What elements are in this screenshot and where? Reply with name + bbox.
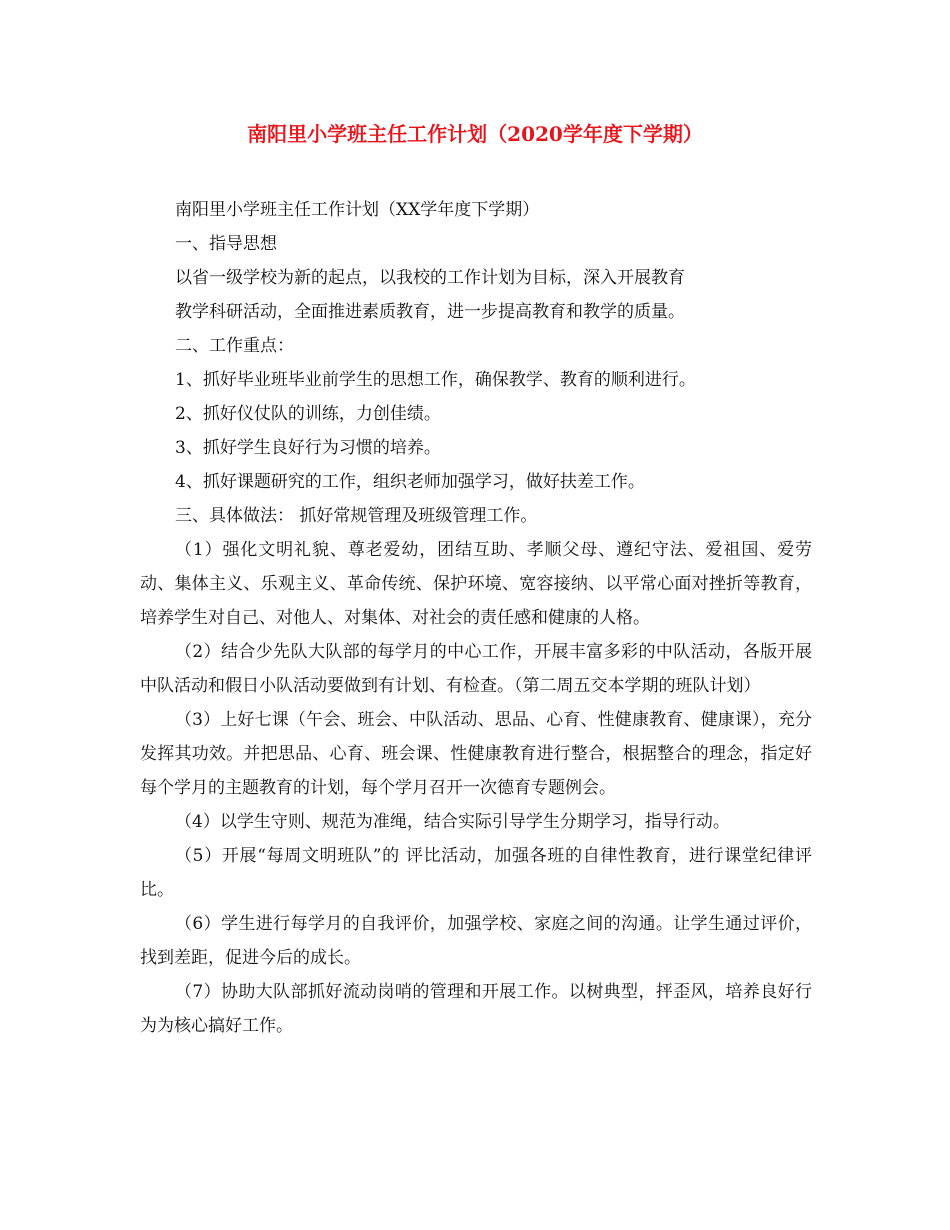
text-line: 教学科研活动，全面推进素质教育，进一步提高教育和教学的质量。 <box>175 302 685 322</box>
list-item: 1、抓好毕业班毕业前学生的思想工作，确保教学、教育的顺利进行。 <box>175 370 696 390</box>
paragraph: （7）协助大队部抓好流动岗哨的管理和开展工作。以树典型，抨歪风，培养良好行为为核心搞好工作。 <box>140 982 812 1036</box>
paragraph: （1）强化文明礼貌、尊老爱幼，团结互助、孝顺父母、遵纪守法、爱祖国、爱劳动、集体主义、乐观主义、革命传统、保护环境、宽容接纳、以平常心面对挫折等教育，培养学生对自己、对他人、对集体、对社会的责任感和健康的人格。 <box>140 540 812 628</box>
section-heading: 二、工作重点： <box>175 336 294 356</box>
paragraph: （4）以学生守则、规范为准绳，结合实际引导学生分期学习，指导行动。 <box>175 812 730 832</box>
text-line: 以省一级学校为新的起点，以我校的工作计划为目标，深入开展教育 <box>175 268 685 288</box>
list-item: 2、抓好仪仗队的训练，力创佳绩。 <box>175 404 441 424</box>
paragraph: （6）学生进行每学月的自我评价，加强学校、家庭之间的沟通。让学生通过评价，找到差距，促进今后的成长。 <box>140 914 812 968</box>
document-title: 南阳里小学班主任工作计划（2020学年度下学期） <box>247 122 703 146</box>
list-item: 3、抓好学生良好行为习惯的培养。 <box>175 438 441 458</box>
section-heading: 三、具体做法： 抓好常规管理及班级管理工作。 <box>175 506 538 526</box>
subtitle-line: 南阳里小学班主任工作计划（XX学年度下学期） <box>175 200 540 220</box>
document-body <box>140 193 812 1043</box>
paragraph: （2）结合少先队大队部的每学月的中心工作，开展丰富多彩的中队活动，各版开展中队活动和假日小队活动要做到有计划、有检查。（第二周五交本学期的班队计划） <box>140 642 812 696</box>
paragraph: （3）上好七课（午会、班会、中队活动、思品、心育、性健康教育、健康课），充分发挥其功效。并把思品、心育、班会课、性健康教育进行整合，根据整合的理念，指定好每个学月的主题教育的计划，每个学月召开一次德育专题例会。 <box>140 710 812 798</box>
section-heading: 一、指导思想 <box>175 234 277 254</box>
paragraph: （5）开展“每周文明班队”的 评比活动，加强各班的自律性教育，进行课堂纪律评比。 <box>140 846 812 900</box>
list-item: 4、抓好课题研究的工作，组织老师加强学习，做好扶差工作。 <box>175 472 645 492</box>
